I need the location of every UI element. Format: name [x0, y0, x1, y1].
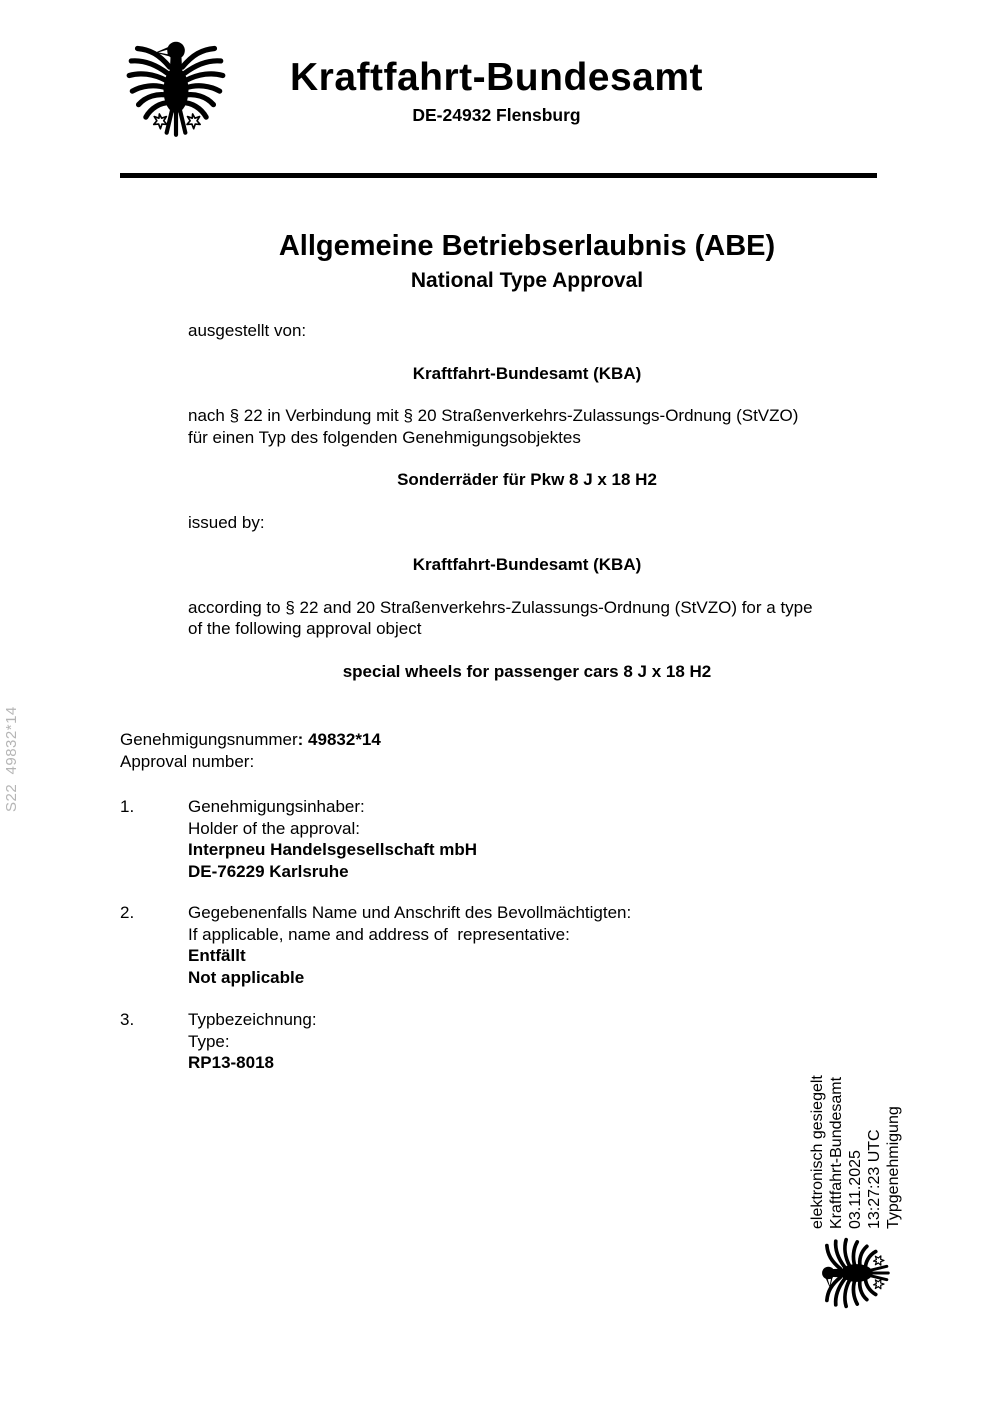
issuer-de: Kraftfahrt-Bundesamt (KBA)	[412, 363, 642, 383]
issuer-en: Kraftfahrt-Bundesamt (KBA)	[412, 555, 642, 574]
seal-text	[808, 1075, 903, 1229]
approval-object-en: special wheels for passenger cars 8 J x 18 H2	[342, 661, 712, 681]
issued-by-label-de: ausgestellt von:	[188, 321, 307, 340]
representative-label-en: If applicable, name and address of representative:	[188, 924, 570, 944]
approval-number-label-en: Approval number:	[120, 751, 255, 771]
seal-line-category: Typgenehmigung	[884, 1106, 902, 1229]
document-title-en: National Type Approval	[410, 269, 644, 292]
document-title-de: Allgemeine Betriebserlaubnis (ABE)	[278, 230, 776, 262]
legal-basis-en-line1: according to § 22 and 20 Straßenverkehrs-Zulassungs-Ordnung (StVZO) for a type	[188, 597, 813, 617]
approval-number-label-de: Genehmigungsnummer	[120, 730, 298, 749]
section-number: 1.	[120, 797, 135, 816]
section-content	[188, 1009, 317, 1074]
approval-number-line-de	[120, 729, 381, 751]
holder-address: DE-76229 Karlsruhe	[188, 861, 349, 881]
section-content	[188, 902, 631, 988]
seal-line-date: 03.11.2025	[846, 1150, 864, 1229]
approval-object-de: Sonderräder für Pkw 8 J x 18 H2	[397, 470, 657, 489]
issued-by-label-en: issued by:	[188, 512, 265, 532]
section-number: 3.	[120, 1010, 135, 1029]
legal-basis-en	[188, 597, 866, 640]
type-label-en: Type:	[188, 1031, 230, 1051]
type-label-de: Typbezeichnung:	[188, 1010, 317, 1029]
seal-line-agency: Kraftfahrt-Bundesamt	[827, 1076, 845, 1229]
holder-name: Interpneu Handelsgesellschaft mbH	[188, 840, 478, 859]
document-body	[188, 320, 866, 682]
margin-reference-text: S22 49832*14	[3, 706, 20, 812]
representative-value-de: Entfällt	[188, 946, 246, 965]
seal-line-signed: elektronisch gesiegelt	[808, 1075, 826, 1229]
approval-number-value: : 49832*14	[297, 730, 381, 749]
agency-title: Kraftfahrt-Bundesamt	[289, 56, 704, 99]
representative-label-de: Gegebenenfalls Name und Anschrift des Bevollmächtigten:	[188, 903, 632, 922]
header-divider	[120, 173, 877, 178]
agency-location: DE-24932 Flensburg	[412, 105, 581, 125]
holder-label-de: Genehmigungsinhaber:	[188, 797, 365, 816]
seal-line-time: 13:27:23 UTC	[865, 1129, 883, 1229]
type-designation: RP13-8018	[188, 1053, 275, 1072]
holder-label-en: Holder of the approval:	[188, 818, 360, 838]
section-type	[120, 1009, 880, 1074]
section-content	[188, 796, 477, 882]
legal-basis-de-line2: für einen Typ des folgenden Genehmigungsobjektes	[188, 427, 581, 447]
section-representative	[120, 902, 880, 988]
legal-basis-de	[188, 405, 866, 448]
section-holder	[120, 796, 880, 882]
federal-eagle-seal-icon	[807, 1236, 903, 1310]
electronic-seal	[807, 1050, 903, 1310]
legal-basis-en-line2: of the following approval object	[188, 619, 422, 638]
representative-value-en: Not applicable	[188, 967, 305, 987]
section-number: 2.	[120, 903, 135, 922]
approval-number-block	[120, 729, 381, 772]
legal-basis-de-line1: nach § 22 in Verbindung mit § 20 Straßenverkehrs-Zulassungs-Ordnung (StVZO)	[188, 406, 799, 425]
